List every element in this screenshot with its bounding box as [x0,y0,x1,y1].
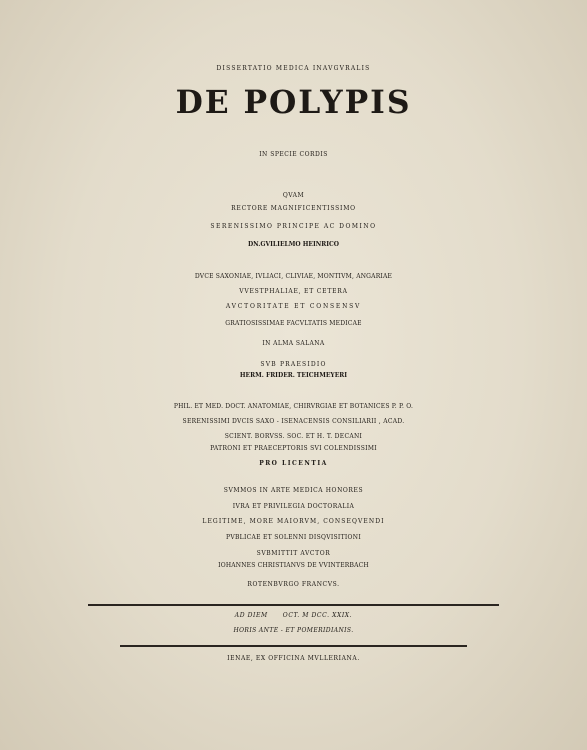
line-rotenbvrgo: ROTENBVRGO FRANCVS. [247,581,340,588]
subtitle-in-specie-cordis: IN SPECIE CORDIS [259,151,328,158]
line-pvblicae: PVBLICAE ET SOLENNI DISQVISITIONI [225,534,361,541]
line-gvilielmo: DN.GVILIELMO HEINRICO [247,241,340,248]
line-teichmeyeri: HERM. FRIDER. TEICHMEYERI [239,372,348,379]
line-legitime: LEGITIME, MORE MAIORVM, CONSEQVENDI [202,518,385,525]
line-serenissimo: SERENISSIMO PRINCIPE AC DOMINO [210,223,377,230]
line-rectore: RECTORE MAGNIFICENTISSIMO [231,205,356,212]
line-iohannes: IOHANNES CHRISTIANVS DE VVINTERBACH [218,562,369,569]
line-gratiosissimae: GRATIOSISSIMAE FACVLTATIS MEDICAE [225,320,362,327]
line-svb-praesidio: SVB PRAESIDIO [260,361,327,368]
line-svbmittit: SVBMITTIT AVCTOR [256,550,331,557]
line-avctoritate: AVCTORITATE ET CONSENSV [225,303,362,310]
divider-lower [120,645,467,647]
line-pro-licentia: PRO LICENTIA [259,460,328,467]
divider-upper [88,604,499,606]
line-patroni: PATRONI ET PRAECEPTORIS SVI COLENDISSIMI [210,445,377,452]
line-scient-borvss: SCIENT. BORVSS. SOC. ET H. T. DECANI [224,433,363,440]
line-phil-et-med: PHIL. ET MED. DOCT. ANATOMIAE, CHIRVRGIAE ET BOTANICES P. P. O. [173,403,414,410]
line-qvam: QVAM [282,192,305,199]
line-serenissimi-dvcis: SERENISSIMI DVCIS SAXO - ISENACENSIS CONSILIARII , ACAD. [182,418,405,425]
line-vvestphaliae: VVESTPHALIAE, ET CETERA [239,288,348,295]
line-dvce-saxoniae: DVCE SAXONIAE, IVLIACI, CLIVIAE, MONTIVM, ANGARIAE [194,273,393,280]
line-ad-diem: AD DIEM OCT. M DCC. XXIX. [234,612,353,619]
line-horis: HORIS ANTE - ET POMERIDIANIS. [233,627,354,634]
line-alma-salana: IN ALMA SALANA [262,340,325,347]
line-svmmos: SVMMOS IN ARTE MEDICA HONORES [223,487,364,494]
line-dissertatio: DISSERTATIO MEDICA INAVGVRALIS [216,65,371,72]
line-ivra: IVRA ET PRIVILEGIA DOCTORALIA [232,503,355,510]
main-title-de-polypis: DE POLYPIS [175,83,412,121]
line-ienae: IENAE, EX OFFICINA MVLLERIANA. [227,655,360,662]
